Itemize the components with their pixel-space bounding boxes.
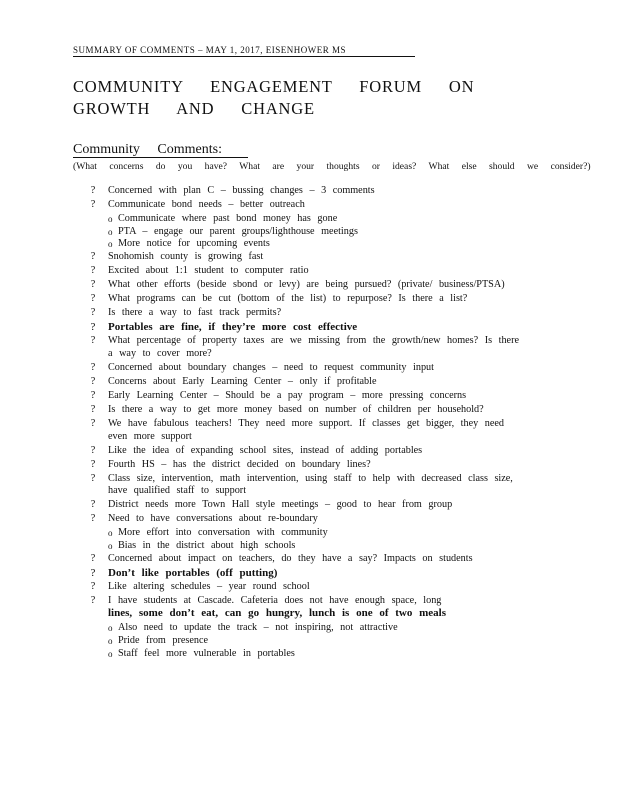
comment-item	[88, 459, 528, 472]
sub-comment-item	[88, 527, 528, 540]
sub-comment-text: Also need to update the track – not inspiring, not attractive	[118, 622, 398, 634]
comment-text: Is there a way to get more money based on number of children per household?	[108, 403, 484, 415]
comment-item	[88, 376, 528, 389]
question-prompt: (What concerns do you have? What are your thoughts or ideas? What else should we consider?)	[73, 161, 591, 172]
sub-comment-text: Pride from presence	[118, 635, 209, 647]
title-line-2: GROWTH AND CHANGE	[73, 99, 315, 118]
document-header: SUMMARY OF COMMENTS – MAY 1, 2017, EISENHOWER MS	[73, 45, 415, 57]
bullet-glyph: ?	[90, 403, 96, 415]
comment-item	[88, 595, 528, 621]
comment-text: Concerns about Early Learning Center – only if profitable	[108, 375, 377, 387]
comment-text: Need to have conversations about re-boundary	[108, 513, 318, 525]
bullet-glyph: ?	[90, 580, 96, 592]
comment-text: Concerned with plan C – bussing changes – 3 comments	[108, 185, 375, 196]
sub-comment-text: Bias in the district about high schools	[118, 539, 296, 551]
bullet-glyph: ?	[90, 199, 96, 210]
comment-text: Portables are fine, if they’re more cost effective	[108, 321, 358, 334]
comment-item	[88, 581, 528, 594]
comment-text: What percentage of property taxes are we missing from the growth/new homes? Is there a way to cover more?	[108, 335, 519, 359]
sub-comment-text: Staff feel more vulnerable in portables	[118, 647, 295, 659]
comment-text: Like altering schedules – year round school	[108, 580, 310, 592]
comment-item	[88, 199, 528, 212]
sub-comment-text: PTA – engage our parent groups/lighthouse meetings	[118, 225, 358, 237]
bullet-glyph: ?	[90, 251, 96, 263]
bullet-glyph: ?	[90, 375, 96, 387]
comment-text: We have fabulous teachers! They need more support. If classes get bigger, they need even more support	[108, 417, 504, 442]
comment-text: District needs more Town Hall style meetings – good to hear from group	[108, 499, 453, 511]
comment-text: Like the idea of expanding school sites, instead of adding portables	[108, 444, 423, 456]
bullet-glyph: ?	[90, 293, 96, 305]
section-heading-text: Community Comments:	[73, 142, 248, 158]
comment-text: Communicate bond needs – better outreach	[108, 199, 305, 210]
sub-bullet-glyph: o	[108, 528, 113, 539]
sub-comment-item	[88, 648, 528, 661]
bullet-glyph: ?	[90, 417, 96, 429]
document-title	[73, 76, 474, 120]
bullet-glyph: ?	[90, 566, 96, 579]
comment-item	[88, 307, 528, 320]
sub-comment-text: Communicate where past bond money has gone	[118, 213, 338, 224]
sub-comment-item	[88, 226, 528, 239]
bullet-glyph: ?	[90, 499, 96, 511]
comment-text: Excited about 1:1 student to computer ratio	[108, 265, 309, 277]
sub-comment-text: More notice for upcoming events	[118, 238, 270, 250]
comment-item	[88, 362, 528, 375]
sub-comment-text: More effort into conversation with community	[118, 527, 328, 539]
title-line-1: COMMUNITY ENGAGEMENT FORUM ON	[73, 77, 475, 96]
comment-text: Is there a way to fast track permits?	[108, 307, 282, 319]
comment-item	[88, 445, 528, 458]
comment-item	[88, 251, 528, 264]
comment-item	[88, 404, 528, 417]
comment-text: What other efforts (beside sbond or levy) are being pursued? (private/ business/PTSA)	[108, 279, 505, 291]
sub-comment-item	[88, 622, 528, 635]
sub-bullet-glyph: o	[108, 239, 113, 250]
sub-bullet-glyph: o	[108, 648, 113, 659]
bullet-glyph: ?	[90, 552, 96, 564]
comment-item	[88, 321, 528, 334]
comment-item	[88, 293, 528, 306]
comment-item	[88, 265, 528, 278]
sub-comment-item	[88, 213, 528, 226]
comment-text: What programs can be cut (bottom of the list) to repurpose? Is there a list?	[108, 293, 468, 305]
comment-item	[88, 335, 528, 360]
comment-text: Fourth HS – has the district decided on boundary lines?	[108, 458, 371, 470]
comment-item	[88, 185, 528, 198]
sub-comment-item	[88, 635, 528, 648]
comment-item	[88, 567, 528, 580]
bullet-glyph: ?	[90, 361, 96, 373]
comment-item	[88, 499, 528, 512]
sub-comment-item	[88, 238, 528, 251]
comment-item	[88, 513, 528, 526]
bullet-glyph: ?	[90, 279, 96, 291]
sub-bullet-glyph: o	[108, 226, 113, 237]
bullet-glyph: ?	[90, 307, 96, 319]
comment-text: I have students at Cascade. Cafeteria does not have enough space, long	[108, 594, 442, 606]
comment-text: Concerned about boundary changes – need to request community input	[108, 361, 434, 373]
comment-text: Class size, intervention, math intervention, using staff to help with decreased class size, have qualified staff to support	[108, 472, 513, 497]
comment-text: Concerned about impact on teachers, do they have a say? Impacts on students	[108, 552, 473, 564]
comment-text-continued: lines, some don’t eat, can go hungry, lunch is one of two meals	[108, 607, 446, 620]
comments-list	[88, 185, 528, 660]
bullet-glyph: ?	[90, 444, 96, 456]
bullet-glyph: ?	[90, 265, 96, 277]
bullet-glyph: ?	[90, 321, 96, 334]
comment-text: Snohomish county is growing fast	[108, 251, 264, 263]
sub-bullet-glyph: o	[108, 214, 113, 224]
comment-item	[88, 473, 528, 498]
section-heading	[73, 142, 248, 158]
bullet-glyph: ?	[90, 335, 96, 347]
sub-comment-item	[88, 540, 528, 553]
bullet-glyph: ?	[90, 389, 96, 401]
bullet-glyph: ?	[90, 594, 96, 606]
comment-text: Don’t like portables (off putting)	[108, 566, 278, 579]
comment-item	[88, 390, 528, 403]
sub-bullet-glyph: o	[108, 636, 113, 647]
sub-bullet-glyph: o	[108, 540, 113, 551]
comment-text: Early Learning Center – Should be a pay program – more pressing concerns	[108, 389, 467, 401]
comment-item	[88, 279, 528, 292]
bullet-glyph: ?	[90, 185, 96, 196]
comment-item	[88, 418, 528, 443]
sub-bullet-glyph: o	[108, 623, 113, 634]
bullet-glyph: ?	[90, 513, 96, 525]
bullet-glyph: ?	[90, 472, 96, 484]
bullet-glyph: ?	[90, 458, 96, 470]
comment-item	[88, 553, 528, 566]
